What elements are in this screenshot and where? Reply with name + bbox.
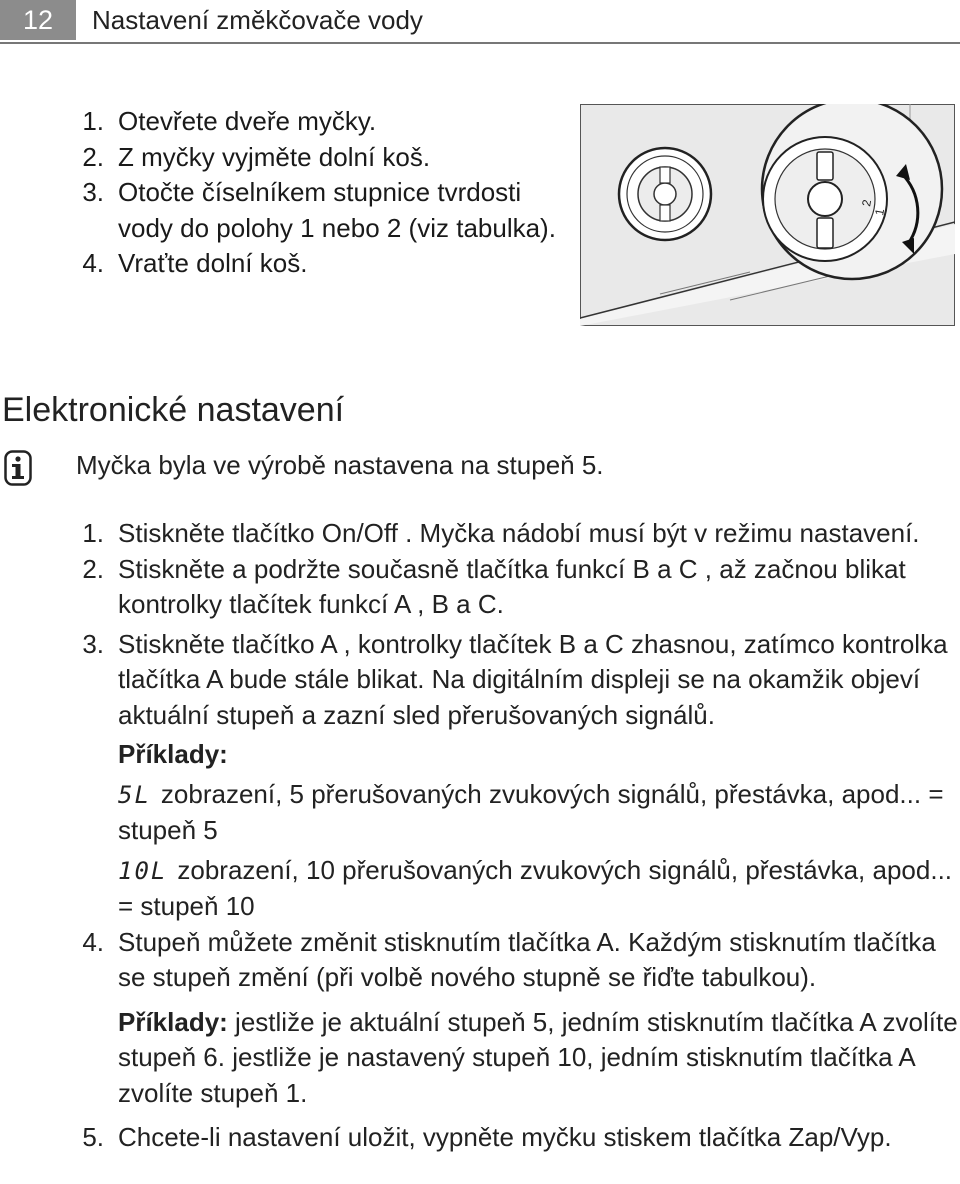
key-label: C: [605, 628, 624, 659]
list-item: [72, 104, 562, 140]
step-text: Vraťte dolní koš.: [118, 248, 308, 278]
step-text: Stiskněte tlačítko On/Off . Myčka nádobí musí být v režimu nastavení.: [118, 518, 920, 548]
example-text: jestliže je aktuální stupeň 5, jedním stisknutím tlačítka: [227, 1006, 860, 1037]
dial-label-1: 1: [872, 207, 888, 217]
list-item: [72, 627, 960, 734]
electronic-steps: [72, 516, 960, 1156]
step-text: Z myčky vyjměte dolní koš.: [118, 141, 431, 172]
header-divider: [0, 42, 960, 44]
step-number: 4.: [82, 926, 104, 957]
list-item: [72, 140, 562, 176]
step-text: Stiskněte a podržte současně tlačítka funkcí: [118, 553, 633, 584]
page-header: [0, 0, 960, 42]
key-label: A: [394, 589, 410, 619]
key-label: B: [632, 553, 650, 584]
key-label: A: [898, 1042, 915, 1072]
key-label: A: [596, 926, 614, 957]
list-item: [72, 175, 562, 246]
examples-label: Příklady:: [118, 739, 228, 769]
step-text: , kontrolky tlačítek: [336, 628, 559, 659]
step-number: 2.: [82, 141, 104, 172]
step-text: a: [576, 628, 606, 659]
step-text: Otočte číselníkem stupnice tvrdosti vody do polohy 1 nebo 2 (viz tabulka).: [118, 177, 556, 243]
step-text: .: [496, 589, 504, 619]
example-text: zobrazení, 10 přerušovaných zvukových signálů, přestávka, apod... = stupeň 10: [118, 854, 953, 921]
examples-label: Příklady:: [118, 1006, 228, 1037]
step-text: Stupeň můžete změnit stisknutím tlačítka: [118, 926, 597, 957]
list-item: [72, 552, 960, 623]
list-item: [72, 777, 960, 849]
step-text: a: [448, 589, 478, 619]
step-text: Chcete-li nastavení uložit, vypněte myčku stiskem tlačítka Zap/Vyp.: [118, 1122, 892, 1152]
large-dial: [762, 104, 942, 279]
step-text: . Každým stisknutím tlačítka se stupeň změní (při volbě nového stupně se řiďte tabulkou).: [118, 926, 936, 992]
info-icon: [4, 450, 32, 486]
step-number: 2.: [82, 553, 104, 584]
key-label: A: [320, 628, 337, 659]
step-number: 5.: [82, 1122, 104, 1152]
list-item: [72, 853, 960, 925]
step-number: 1.: [82, 518, 104, 548]
step-number: 4.: [82, 248, 104, 278]
key-label: A: [206, 664, 223, 694]
manual-steps-list: [72, 104, 562, 282]
display-code: 10L: [118, 856, 168, 885]
dial-label-2: 2: [859, 198, 875, 208]
step-text: a: [649, 553, 679, 584]
step-text: Otevřete dveře myčky.: [118, 106, 377, 136]
page-number: 12: [0, 0, 76, 40]
step-text: ,: [409, 589, 432, 619]
section-title: Elektronické nastavení: [2, 391, 345, 429]
info-note: Myčka byla ve výrobě nastavena na stupeň 5.: [76, 450, 604, 480]
list-item: [72, 1005, 960, 1112]
example-text: zvolíte stupeň 1.: [118, 1077, 308, 1108]
small-dial: [619, 148, 711, 240]
display-code: 5L: [118, 780, 151, 809]
key-label: B: [431, 589, 449, 619]
list-item: [72, 246, 562, 282]
step-text: bude stále blikat. Na digitálním displeji se na okamžik objeví aktuální stupeň a zazní sled přerušovaných signálů.: [118, 664, 921, 730]
example-text: zobrazení, 5 přerušovaných zvukových signálů, přestávka, apod... = stupeň 5: [118, 778, 944, 845]
list-item: [72, 516, 960, 552]
list-item: [72, 1120, 960, 1156]
step-text: , až začnou blikat kontrolky tlačítek funkcí: [118, 553, 906, 619]
key-label: C: [477, 589, 497, 619]
key-label: B: [558, 628, 577, 659]
step-number: 1.: [82, 106, 104, 136]
list-item: [72, 925, 960, 996]
step-text: zhasnou, zatímco kontrolka tlačítka: [118, 628, 948, 694]
page-title: Nastavení změkčovače vody: [92, 5, 423, 35]
key-label: C: [678, 553, 698, 584]
example-text: zvolíte stupeň 6. jestliže je nastavený stupeň 10, jedním stisknutím tlačítka: [118, 1006, 958, 1072]
key-label: A: [859, 1006, 876, 1037]
water-softener-dial-illustration: [580, 104, 955, 326]
step-text: Stiskněte tlačítko: [118, 628, 321, 659]
step-number: 3.: [82, 177, 104, 207]
step-number: 3.: [82, 628, 104, 659]
